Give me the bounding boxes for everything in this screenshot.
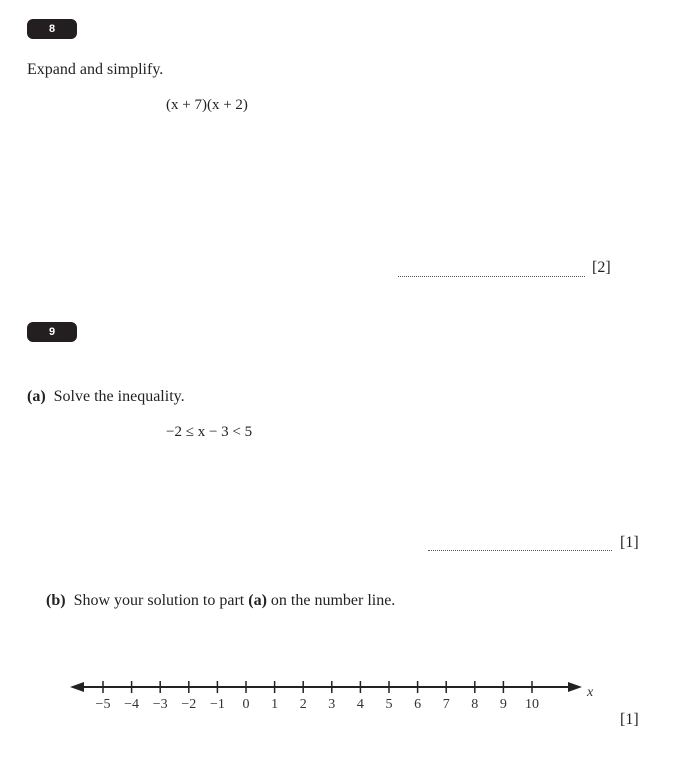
q9b-instruction-end: on the number line.	[270, 592, 396, 609]
q9b-instruction: Show your solution to part	[73, 592, 245, 609]
right-arrow-icon	[568, 682, 582, 692]
q9a-marks: [1]	[620, 534, 639, 551]
q9b-label: (b)	[46, 592, 66, 609]
tick-label: 7	[442, 697, 450, 712]
q9a-label: (a)	[27, 388, 46, 405]
tick-label: 10	[525, 697, 539, 712]
tick-label: 2	[299, 697, 307, 712]
q9b-reference: (a)	[248, 592, 267, 609]
axis-variable: x	[587, 685, 594, 700]
tick-label: 1	[271, 697, 279, 712]
tick-label: −1	[209, 697, 225, 712]
tick-label: −4	[124, 697, 140, 712]
question-9-badge: 9	[27, 322, 77, 342]
q8-answer-line[interactable]	[398, 276, 585, 277]
tick-label: −2	[181, 697, 197, 712]
tick-label: 9	[499, 697, 507, 712]
tick-label: 5	[385, 697, 393, 712]
tick-label: 8	[471, 697, 479, 712]
q9a-instruction: Solve the inequality.	[53, 388, 185, 405]
tick-label: 0	[242, 697, 250, 712]
left-arrow-icon	[70, 682, 84, 692]
q9a-instruction-row	[27, 388, 185, 406]
q9b-instruction-row	[46, 592, 395, 610]
question-8-badge: 8	[27, 19, 77, 39]
number-line[interactable]	[0, 662, 686, 722]
q9a-answer-line[interactable]	[428, 550, 612, 551]
tick-label: 3	[328, 697, 336, 712]
tick-label: −3	[152, 697, 168, 712]
tick-label: 6	[414, 697, 422, 712]
tick-label: 4	[356, 697, 364, 712]
q9b-marks: [1]	[620, 711, 639, 728]
q9a-expression: −2 ≤ x − 3 < 5	[166, 424, 253, 440]
q8-instruction: Expand and simplify.	[27, 61, 164, 78]
q8-marks: [2]	[592, 259, 611, 276]
tick-label: −5	[95, 697, 111, 712]
q8-expression: (x + 7)(x + 2)	[166, 97, 248, 113]
